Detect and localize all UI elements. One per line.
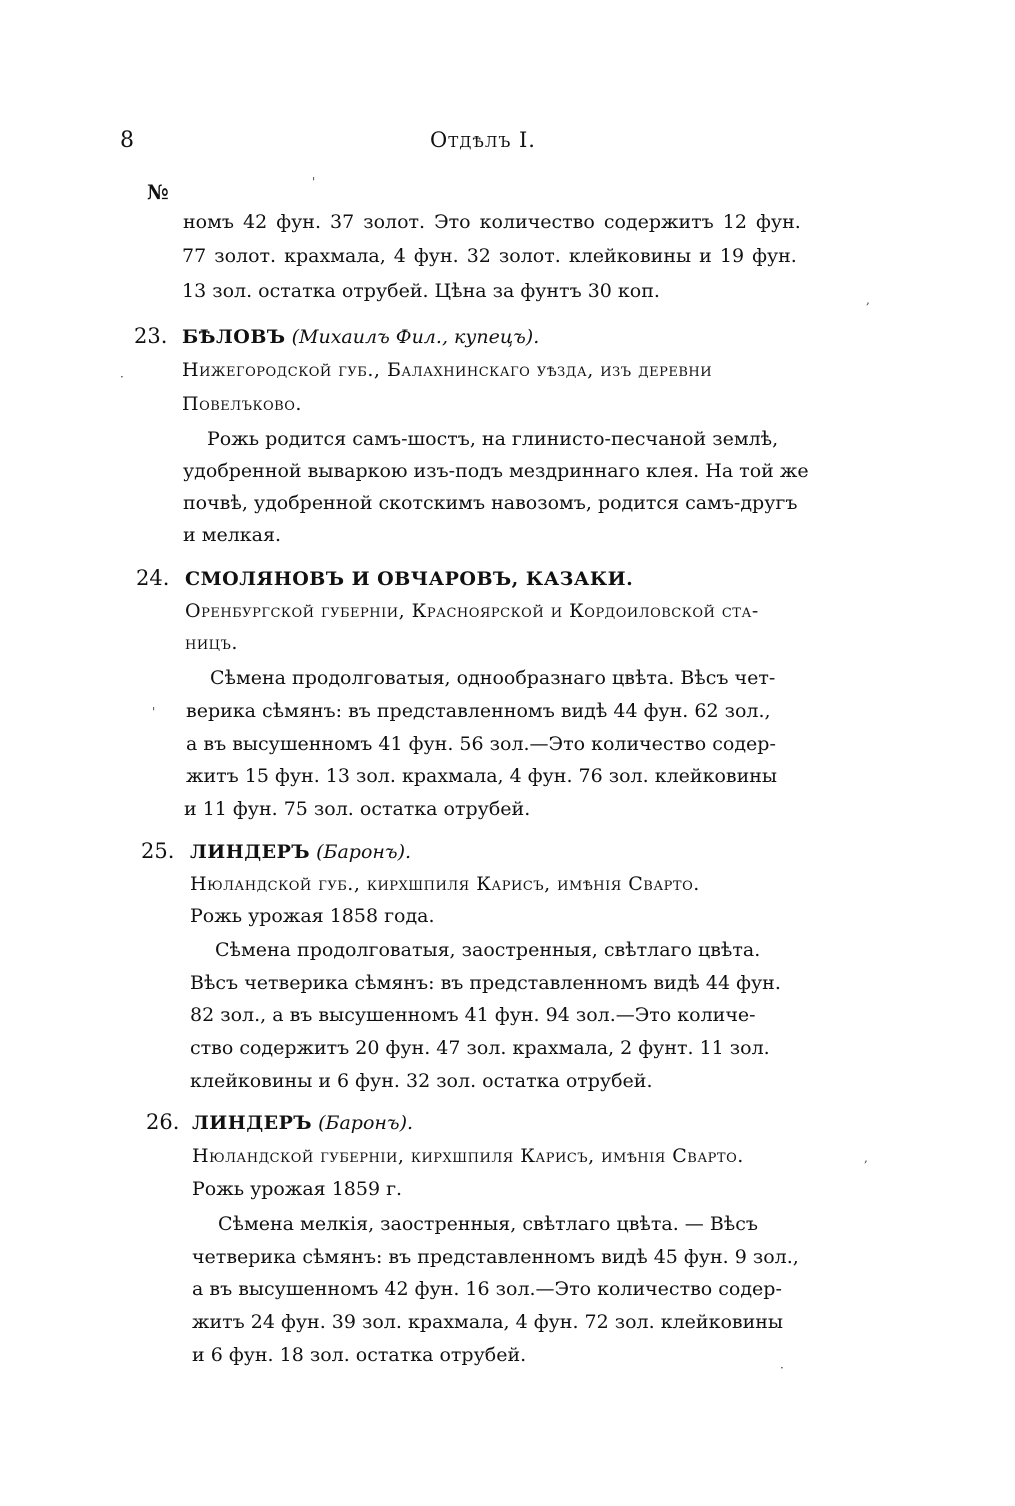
text-line: ство содержитъ 20 фун. 47 зол. крахмала, 2 фунт. 11 зол. [190,1037,770,1059]
text-line: а въ высушенномъ 42 фун. 16 зол.—Это количество содер- [192,1278,782,1300]
entry-name: БѢЛОВЪ [182,326,286,348]
text-line: 77 золот. крахмала, 4 фун. 32 золот. клейковины и 19 фун. [182,245,797,267]
scan-speck: ' [152,705,156,719]
entry-name: СМОЛЯНОВЪ И ОВЧАРОВЪ, КАЗАКИ. [185,568,634,590]
text-line: клейковины и 6 фун. 32 зол. остатка отрубей. [190,1070,653,1092]
scan-speck: , [866,293,870,307]
text-line: Сѣмена продолговатыя, заостренныя, свѣтлаго цвѣта. [215,939,761,961]
entry-heading [192,1110,413,1136]
entry-heading [190,839,411,865]
entry-location: Рожь урожая 1859 г. [192,1178,403,1200]
scan-speck: ' [312,175,316,189]
text-line: житъ 24 фун. 39 зол. крахмала, 4 фун. 72 зол. клейковины [192,1311,784,1333]
text-line: и мелкая. [183,524,282,546]
text-line: 82 зол., а въ высушенномъ 41 фун. 94 зол.—Это количе- [190,1004,756,1026]
entry-rank: (Баронъ). [318,1112,414,1134]
entry-heading [185,566,633,592]
entry-number: 26. [146,1110,180,1134]
page-header [0,128,1015,158]
entry-location: Нижегородской губ., Балахнинскаго уѣзда, изъ деревни [182,359,713,381]
scan-speck: · [780,1361,784,1375]
text-line: и 6 фун. 18 зол. остатка отрубей. [192,1344,527,1366]
text-line: Вѣсъ четверика сѣмянъ: въ представленномъ видѣ 44 фун. [190,972,781,994]
text-line: житъ 15 фун. 13 зол. крахмала, 4 фун. 76 зол. клейковины [186,765,778,787]
text-line: а въ высушенномъ 41 фун. 56 зол.—Это количество содер- [186,733,776,755]
entry-number: 24. [136,566,170,590]
column-number-sign: № [147,180,169,204]
entry-location: Нюландской губерніи, кирхшпиля Карисъ, имѣнія Сварто. [192,1145,744,1167]
entry-number: 23. [134,324,168,348]
text-line: почвѣ, удобренной скотскимъ навозомъ, родится самъ-другъ [183,492,798,514]
page-number: 8 [120,128,134,153]
text-line: четверика сѣмянъ: въ представленномъ видѣ 45 фун. 9 зол., [192,1246,799,1268]
entry-name: ЛИНДЕРЪ [190,841,311,863]
entry-location: Рожь урожая 1858 года. [190,905,435,927]
text-line: Сѣмена продолговатыя, однообразнаго цвѣта. Вѣсъ чет- [210,667,776,689]
text-line: и 11 фун. 75 зол. остатка отрубей. [184,798,531,820]
text-line: номъ 42 фун. 37 золот. Это количество содержитъ 12 фун. [183,211,801,233]
text-line: верика сѣмянъ: въ представленномъ видѣ 44 фун. 62 зол., [186,700,771,722]
running-title: Отдѣлъ I. [430,128,536,152]
text-line: 13 зол. остатка отрубей. Цѣна за фунтъ 30 коп. [182,280,660,302]
scan-speck: · [120,370,124,384]
entry-rank: (Баронъ). [316,841,412,863]
entry-location: ницъ. [185,632,238,654]
entry-heading [182,324,539,350]
scan-speck: , [864,1151,868,1165]
entry-location: Нюландской губ., кирхшпиля Карисъ, имѣнія Сварто. [190,873,700,895]
text-line: Рожь родится самъ-шостъ, на глинисто-песчаной землѣ, [207,428,779,450]
entry-number: 25. [141,839,175,863]
entry-name: ЛИНДЕРЪ [192,1112,313,1134]
text-line: Сѣмена мелкія, заостренныя, свѣтлаго цвѣта. — Вѣсъ [218,1213,758,1235]
text-line: удобренной вываркою изъ-подъ мездриннаго клея. На той же [183,460,809,482]
entry-location: Оренбургской губерніи, Красноярской и Кордоиловской ста- [185,600,759,622]
entry-rank: (Михаилъ Фил., купецъ). [291,326,540,348]
entry-location: Повелъково. [182,393,302,415]
